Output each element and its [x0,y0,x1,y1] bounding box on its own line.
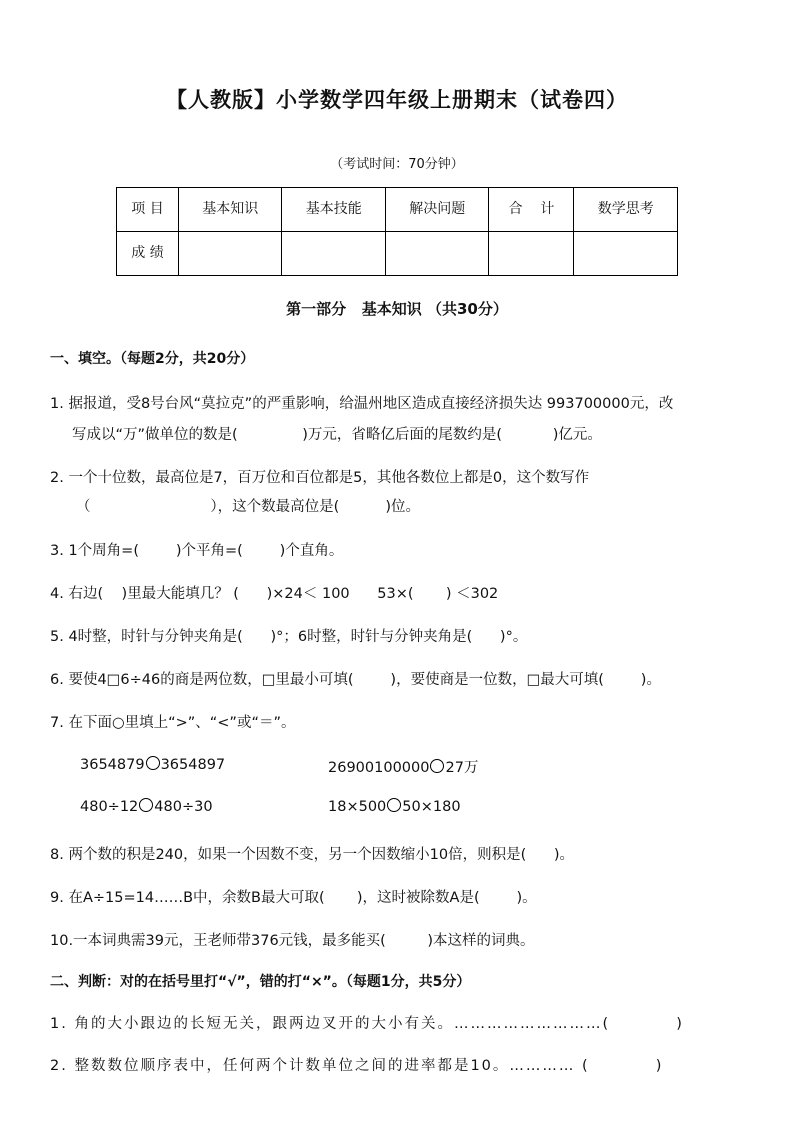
compare-item [328,798,461,815]
score-cell[interactable] [179,232,282,276]
page-title: 【人教版】小学数学四年级上册期末（试卷四） [166,87,628,112]
compare-right: 480÷30 [154,799,213,815]
compare-left: 480÷12 [80,799,139,815]
score-cell[interactable] [489,232,574,276]
compare-item [80,798,213,815]
judge-question-2: 2. 整数数位顺序表中，任何两个计数单位之间的进率都是10。………… ( ) [50,1058,664,1074]
question-2-line2: （ ），这个数最高位是( )位。 [76,499,420,515]
score-cell[interactable] [574,232,678,276]
compare-circle-blank[interactable] [139,798,153,812]
section1-title: 一、填空。（每题2分，共20分） [50,351,255,367]
judge-question-1: 1. 角的大小跟边的长短无关，跟两边叉开的大小有关。………………………( ) [50,1016,684,1032]
question-6: 6. 要使4□6÷46的商是两位数，□里最小可填( )，要使商是一位数，□最大可填( )。 [50,672,661,688]
table-header-cell: 合 计 [489,188,574,232]
question-1-line1: 1. 据报道，受8号台风“莫拉克”的严重影响，给温州地区造成直接经济损失达 993700000元，改 [50,396,674,412]
compare-left: 26900100000 [328,760,430,776]
compare-item [328,756,478,777]
compare-item [80,756,225,773]
question-8: 8. 两个数的积是240，如果一个因数不变，另一个因数缩小10倍，则积是( )。 [50,847,575,863]
question-5: 5. 4时整，时针与分钟夹角是( )°；6时整，时针与分钟夹角是( )°。 [50,629,528,645]
score-cell[interactable] [282,232,385,276]
question-9: 9. 在A÷15=14……B中，余数B最大可取( )，这时被除数A是( )。 [50,890,537,906]
question-10: 10.一本词典需39元，王老师带376元钱，最多能买( )本这样的词典。 [50,933,535,949]
table-header-cell: 数学思考 [574,188,678,232]
compare-right: 27万 [445,760,479,776]
question-2-line1: 2. 一个十位数，最高位是7，百万位和百位都是5，其他各数位上都是0，这个数写作 [50,470,590,486]
score-cell[interactable] [385,232,488,276]
compare-left: 18×500 [328,799,387,815]
table-header-cell: 基本知识 [179,188,282,232]
part-title: 第一部分 基本知识 （共30分） [286,300,508,318]
table-row [117,232,678,276]
compare-left: 3654879 [80,757,145,773]
question-4: 4. 右边( )里最大能填几？ ( )×24＜ 100 53×( ) ＜302 [50,586,499,602]
table-header-cell: 解决问题 [385,188,488,232]
row-label-cell: 成 绩 [117,232,179,276]
question-1-line2: 写成以“万”做单位的数是( )万元，省略亿后面的尾数约是( )亿元。 [72,427,602,443]
exam-time: （考试时间：70分钟） [330,157,464,172]
score-table [116,187,678,276]
compare-right: 3654897 [160,757,226,773]
compare-circle-blank[interactable] [387,798,401,812]
compare-right: 50×180 [402,799,461,815]
table-header-cell: 项 目 [117,188,179,232]
compare-circle-blank[interactable] [146,756,160,770]
question-7: 7. 在下面○里填上“>”、“<”或“＝”。 [50,715,296,731]
table-row [117,188,678,232]
compare-circle-blank[interactable] [430,759,444,773]
question-3: 3. 1个周角=( )个平角=( )个直角。 [50,543,344,559]
table-header-cell: 基本技能 [282,188,385,232]
section2-title: 二、判断：对的在括号里打“√”，错的打“×”。（每题1分，共5分） [50,974,471,990]
